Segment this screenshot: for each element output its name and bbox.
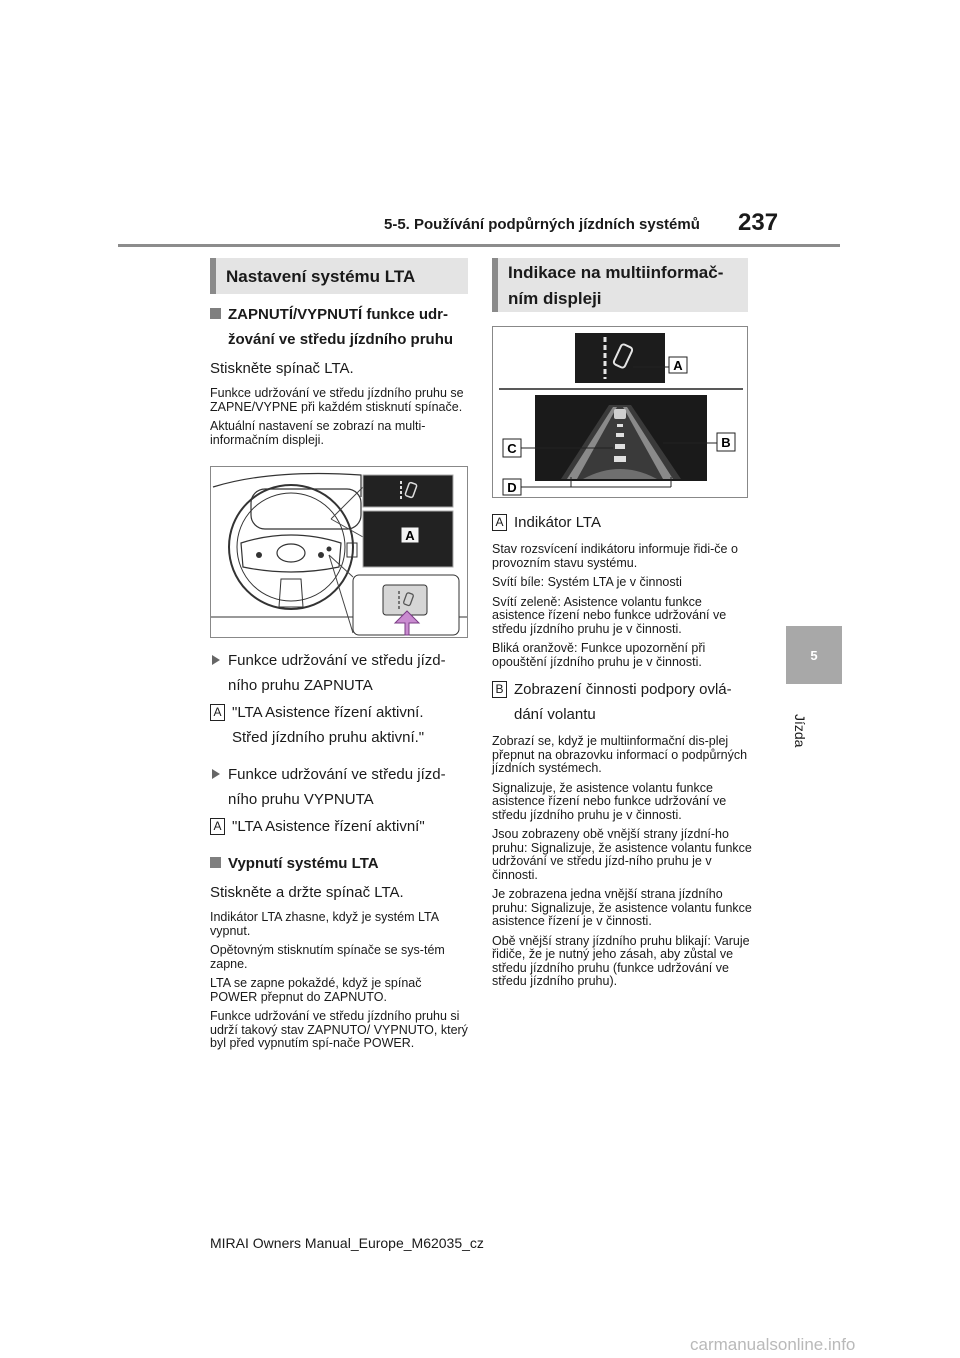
watermark-text: carmanualsonline.info [690,1335,856,1354]
heading-lta-on-off: ZAPNUTÍ/VYPNUTÍ funkce udr-žování ve středu jízdního pruhu [210,302,468,352]
paragraph: Stav rozsvícení indikátoru informuje řidi-če o provozním stavu systému. [492,542,738,570]
section-title-display-indications: Indikace na multiinformač-ním displeji [492,258,748,312]
item-a-title-line [492,510,754,535]
steering-wheel-figure [210,466,468,638]
section-title-lta-settings: Nastavení systému LTA [210,258,468,294]
heading-lta-disable: Vypnutí systému LTA [210,851,468,876]
page-number: 237 [738,209,779,236]
message-on-1: "LTA Asistence řízení aktivní. [232,704,424,721]
header-section-title: 5-5. Používání podpůrných jízdních systémů [384,216,700,233]
message-on-line [210,700,468,725]
figure-label-a: A [673,358,683,373]
chapter-tab: 5 [786,626,842,684]
paragraph: Opětovným stisknutím spínače se sys-tém zapne. [210,943,445,971]
figure-label-b: B [721,435,731,450]
paragraph: Indikátor LTA zhasne, když je systém LTA vypnut. [210,910,439,938]
left-column [210,302,468,453]
paragraph: LTA se zapne pokaždé, když je spínač POWER přepnut do ZAPNUTO. [210,976,422,1004]
figure-label-d: D [507,480,517,495]
multi-info-display-figure [492,326,748,498]
header-divider [118,244,840,247]
step-press-switch: Stiskněte spínač LTA. [210,360,354,377]
label-box-a: A [210,704,225,721]
paragraph: Je zobrazena jedna vnější strana jízdního pruhu: Signalizuje, že asistence volantu funkce asistence řízení je v činnosti. [492,887,752,928]
label-box-a: A [492,514,507,531]
item-b-title-line [492,677,754,702]
paragraph: Funkce udržování ve středu jízdního pruhu si udrží takový stav ZAPNUTO/ VYPNUTO, který byl před vypnutím spí-nače POWER. [210,1009,468,1050]
item-a-title: Indikátor LTA [514,514,601,531]
item-lta-off: Funkce udržování ve středu jízd-ního pruhu VYPNUTA [210,762,468,812]
paragraph: Svítí bíle: Systém LTA je v činnosti [492,575,682,589]
message-off-line [210,814,468,839]
right-column [492,508,754,995]
figure-label-c: C [507,441,517,456]
paragraph: Bliká oranžově: Funkce upozornění při opouštění jízdního pruhu je v činnosti. [492,641,706,669]
paragraph: Obě vnější strany jízdního pruhu blikají: Varuje řidiče, že je nutný jeho zásah, aby zůstal ve středu jízdního pruhu (funkce udržování ve středu jízdního pruhu). [492,933,750,988]
paragraph: Funkce udržování ve středu jízdního pruhu se ZAPNE/VYPNE při každém stisknutí spínače. [210,386,464,414]
paragraph: Svítí zeleně: Asistence volantu funkce asistence řízení nebo funkce udržování ve středu jízdního pruhu je v činnosti. [492,594,727,636]
figure-label-a: A [405,528,415,543]
label-box-a: A [210,818,225,835]
label-box-b: B [492,681,507,698]
message-off: "LTA Asistence řízení aktivní" [232,818,425,835]
item-b-title-1: Zobrazení činnosti podpory ovlá- [514,681,732,698]
chapter-label: Jízda [792,714,808,748]
paragraph: Signalizuje, že asistence volantu funkce asistence řízení nebo funkce udržování ve středu jízdního pruhu je v činnosti. [492,780,727,822]
steering-wheel-illustration [211,467,467,637]
display-illustration [493,327,747,497]
step-press-hold: Stiskněte a držte spínač LTA. [210,884,404,901]
left-column-continued [210,640,468,1057]
paragraph: Zobrazí se, když je multiinformační dis-plej přepnut na obrazovku informací o podpůrných jízdních systémech. [492,734,748,775]
footer-text: MIRAI Owners Manual_Europe_M62035_cz [210,1235,484,1251]
item-b-title-2: dání volantu [514,706,596,723]
item-lta-on: Funkce udržování ve středu jízd-ního pruhu ZAPNUTA [210,648,468,698]
paragraph: Aktuální nastavení se zobrazí na multi-informačním displeji. [210,419,426,447]
paragraph: Jsou zobrazeny obě vnější strany jízdní-ho pruhu: Signalizuje, že asistence volantu funkce udržování ve středu jízd-ního pruhu je v činnosti. [492,827,752,882]
message-on-2: Střed jízdního pruhu aktivní." [232,729,425,746]
